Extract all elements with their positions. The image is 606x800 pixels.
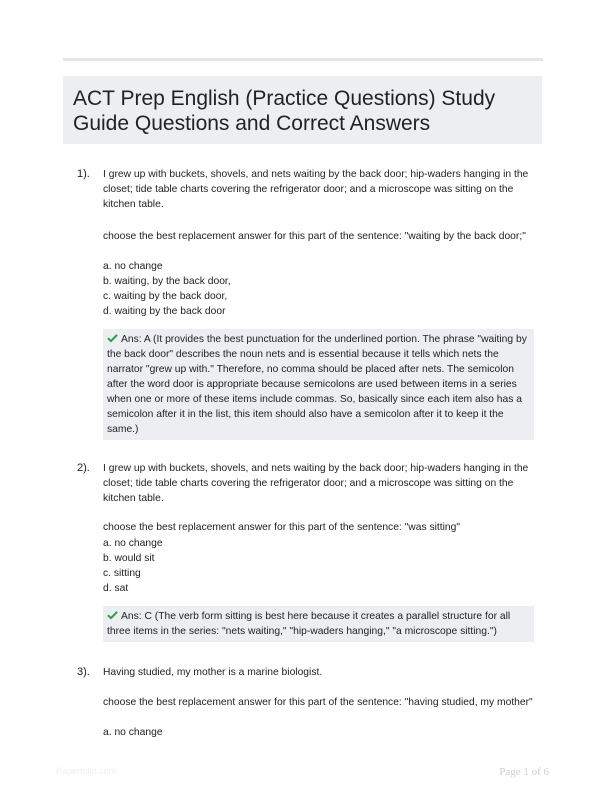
option-d: d. waiting by the back door (103, 306, 226, 317)
option-b: b. waiting, by the back door, (103, 276, 231, 287)
document-title: ACT Prep English (Practice Questions) Study Guide Questions and Correct Answers (63, 76, 542, 144)
option-b: b. would sit (103, 553, 155, 564)
option-c: c. sitting (103, 568, 141, 579)
page-indicator: Page 1 of 6 (499, 766, 549, 778)
answer-text: Ans: C (The verb form sitting is best here because it creates a parallel structure for all three items in the series: "nets waiting," "hip-waders hanging," "a microscope sitting.") (107, 611, 511, 637)
question-number: 2). (77, 462, 90, 474)
option-d: d. sat (103, 583, 129, 594)
option-a: a. no change (103, 538, 163, 549)
checkmark-icon (107, 610, 118, 620)
answer-panel (103, 329, 534, 440)
checkmark-icon (107, 333, 118, 343)
answer-panel (103, 606, 534, 642)
question-number: 3). (77, 666, 90, 678)
footer-watermark: Paperfolio.com (56, 766, 117, 776)
question-text: I grew up with buckets, shovels, and nets waiting by the back door; hip-waders hanging in the closet; tide table charts covering the refrigerator door; and a microscope was sitting on the kitchen table. (103, 169, 529, 210)
option-a: a. no change (103, 727, 163, 738)
question-number: 1). (77, 168, 90, 180)
top-divider (63, 58, 543, 61)
answer-text: Ans: A (It provides the best punctuation for the underlined portion. The phrase "waiting by the back door" describes the noun nets and is essential because it tells which nets the narrator "grew up with." Therefore, no comma should be placed after nets. The semicolon after the word door is appropriate because semicolons are used between items in a series when one or more of these items include commas. So, basically since each item also has a semicolon after it in the list, this item should also have a semicolon after it to keep it the same.) (107, 334, 527, 435)
question-prompt: choose the best replacement answer for this part of the sentence: "having studied, my mother" (103, 697, 533, 708)
option-c: c. waiting by the back door, (103, 291, 228, 302)
question-text: I grew up with buckets, shovels, and nets waiting by the back door; hip-waders hanging in the closet; tide table charts covering the refrigerator door; and a microscope was sitting on the kitchen table. (103, 463, 529, 504)
question-prompt: choose the best replacement answer for this part of the sentence: "was sitting" (103, 522, 461, 533)
question-text: Having studied, my mother is a marine biologist. (103, 667, 323, 678)
question-prompt: choose the best replacement answer for this part of the sentence: "waiting by the back door;" (103, 231, 526, 242)
option-a: a. no change (103, 261, 163, 272)
